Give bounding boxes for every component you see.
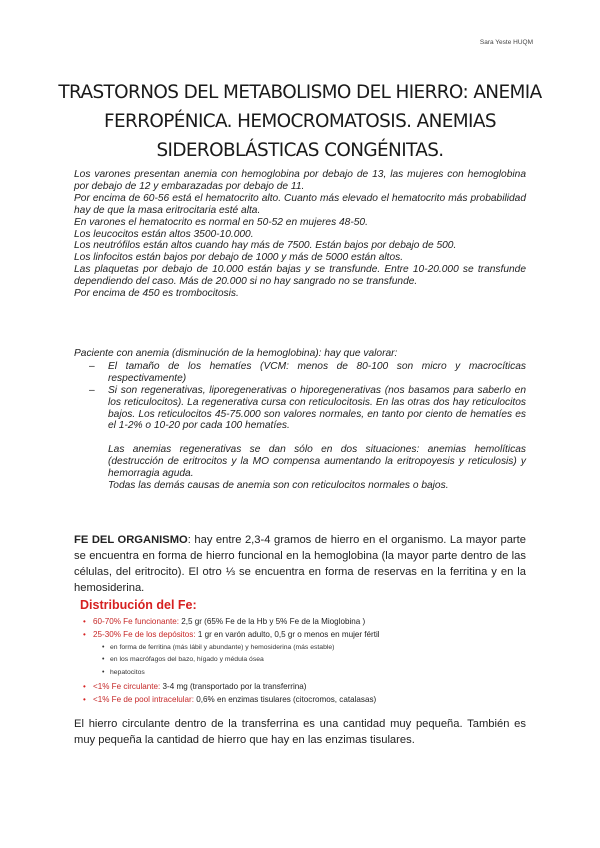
intro-paragraph: Los neutrófilos están altos cuando hay más de 7500. Están bajos por debajo de 500. bbox=[74, 240, 457, 252]
anemia-lead: Paciente con anemia (disminución de la hemoglobina): hay que valorar: bbox=[74, 348, 398, 359]
list-item: – El tamaño de los hematíes (VCM: menos de 80-100 son micro y macrocíticas respectivamente) bbox=[74, 361, 526, 385]
deposit-sublist bbox=[80, 642, 520, 680]
intro-paragraph: Los varones presentan anemia con hemoglobina por debajo de 13, las mujeres con hemoglobina por debajo de 12 y embarazadas por debajo de 11. bbox=[74, 169, 526, 192]
bullet-icon: • bbox=[83, 617, 86, 626]
item-value: 3-4 mg (transportado por la transferrina) bbox=[160, 681, 307, 691]
item-value: 0,6% en enzimas tisulares (citocromos, catalasas) bbox=[194, 695, 377, 704]
fe-label: FE DEL ORGANISMO bbox=[74, 534, 188, 546]
distribution-list bbox=[80, 615, 520, 642]
bullet-icon: • bbox=[102, 656, 105, 664]
page-title bbox=[40, 78, 560, 165]
item-label: 60-70% Fe funcionante: bbox=[93, 617, 179, 626]
intro-paragraph: Por encima de 60-56 está el hematocrito alto. Cuanto más elevado el hematocrito más probabilidad hay de que la masa eritrocitaria esté alta. bbox=[74, 192, 526, 216]
item-value: 1 gr en varón adulto, 0,5 gr o menos en mujer fértil bbox=[195, 630, 380, 640]
title-line-3: SIDEROBLÁSTICAS CONGÉNITAS. bbox=[156, 140, 444, 161]
bullet-icon: • bbox=[83, 681, 86, 691]
fe-distribution-box bbox=[80, 597, 520, 706]
bullet-icon: • bbox=[83, 695, 86, 704]
bullet-icon: • bbox=[102, 643, 105, 651]
intro-paragraph: Los leucocitos están altos 3500-10.000. bbox=[74, 228, 254, 240]
title-line-1: TRASTORNOS DEL METABOLISMO DEL HIERRO: ANEMIA bbox=[58, 82, 542, 103]
item-value: 2,5 gr (65% Fe de la Hb y 5% Fe de la Mioglobina ) bbox=[178, 617, 366, 626]
item-label: 25-30% Fe de los depósitos: bbox=[93, 630, 196, 640]
list-item: • en los macrófagos del bazo, hígado y médula ósea bbox=[80, 654, 520, 667]
bullet-icon: • bbox=[83, 630, 86, 640]
anemia-section bbox=[74, 348, 526, 492]
intro-paragraph: En varones el hematocrito es normal en 50-52 en mujeres 48-50. bbox=[74, 216, 368, 228]
anemia-criteria-list bbox=[74, 361, 526, 432]
list-item bbox=[80, 680, 520, 693]
list-item bbox=[80, 693, 520, 706]
fe-organism-paragraph bbox=[74, 532, 526, 596]
item-label: <1% Fe de pool intracelular: bbox=[93, 695, 195, 704]
intro-paragraph: Los linfocitos están bajos por debajo de 1000 y más de 5000 están altos. bbox=[74, 252, 404, 264]
closing-paragraph: El hierro circulante dentro de la transferrina es una cantidad muy pequeña. También es muy pequeña la cantidad de hierro que hay en las enzimas tisulares. bbox=[74, 718, 526, 746]
fe-text: : hay entre 2,3-4 gramos de hierro en el organismo. La mayor parte se encuentra en forma de hierro funcional en la hemoglobina (la mayor parte dentro de las células, del eritrocito). El otro ⅓ se encuentra en forma de reservas en la ferritina y en la hemosiderina. bbox=[74, 534, 526, 594]
regenerative-paragraph: Las anemias regenerativas se dan sólo en dos situaciones: anemias hemolíticas (destrucción de eritrocitos y la MO compensa aumentando la eritropoyesis y reticulosis) y hemorragia aguda. bbox=[108, 444, 526, 480]
intro-paragraph: Por encima de 450 es trombocitosis. bbox=[74, 288, 239, 300]
list-item: • hepatocitos bbox=[80, 667, 520, 680]
intro-paragraph: Las plaquetas por debajo de 10.000 están bajas y se transfunde. Entre 10-20.000 se transfunde dependiendo del caso. Más de 20.000 si no hay sangrado no se transfunde. bbox=[74, 264, 526, 288]
distribution-title: Distribución del Fe: bbox=[80, 598, 197, 612]
distribution-list-2 bbox=[80, 680, 520, 707]
list-item bbox=[80, 615, 520, 628]
title-line-2: FERROPÉNICA. HEMOCROMATOSIS. ANEMIAS bbox=[104, 111, 496, 132]
list-item: – Si son regenerativas, liporegenerativas o hiporegenerativas (nos basamos para saberlo en los reticulocitos). La regenerativa cursa con reticulocitosis. En las otras dos hay reticulocitos bajos. Los reticulocitos 45-75.000 son valores normales, en tanto por ciento de hematíes es el 1-2% o 10-20 por cada 100 hematíes. bbox=[74, 385, 526, 433]
bullet-icon: • bbox=[102, 669, 105, 676]
list-item bbox=[80, 628, 520, 641]
author-name: Sara Yeste HUQM bbox=[479, 39, 533, 46]
intro-section bbox=[74, 169, 526, 300]
item-label: <1% Fe circulante: bbox=[93, 681, 161, 691]
list-item: • en forma de ferritina (más lábil y abundante) y hemosiderina (más estable) bbox=[80, 642, 520, 655]
other-causes-paragraph: Todas las demás causas de anemia son con reticulocitos normales o bajos. bbox=[108, 480, 449, 492]
